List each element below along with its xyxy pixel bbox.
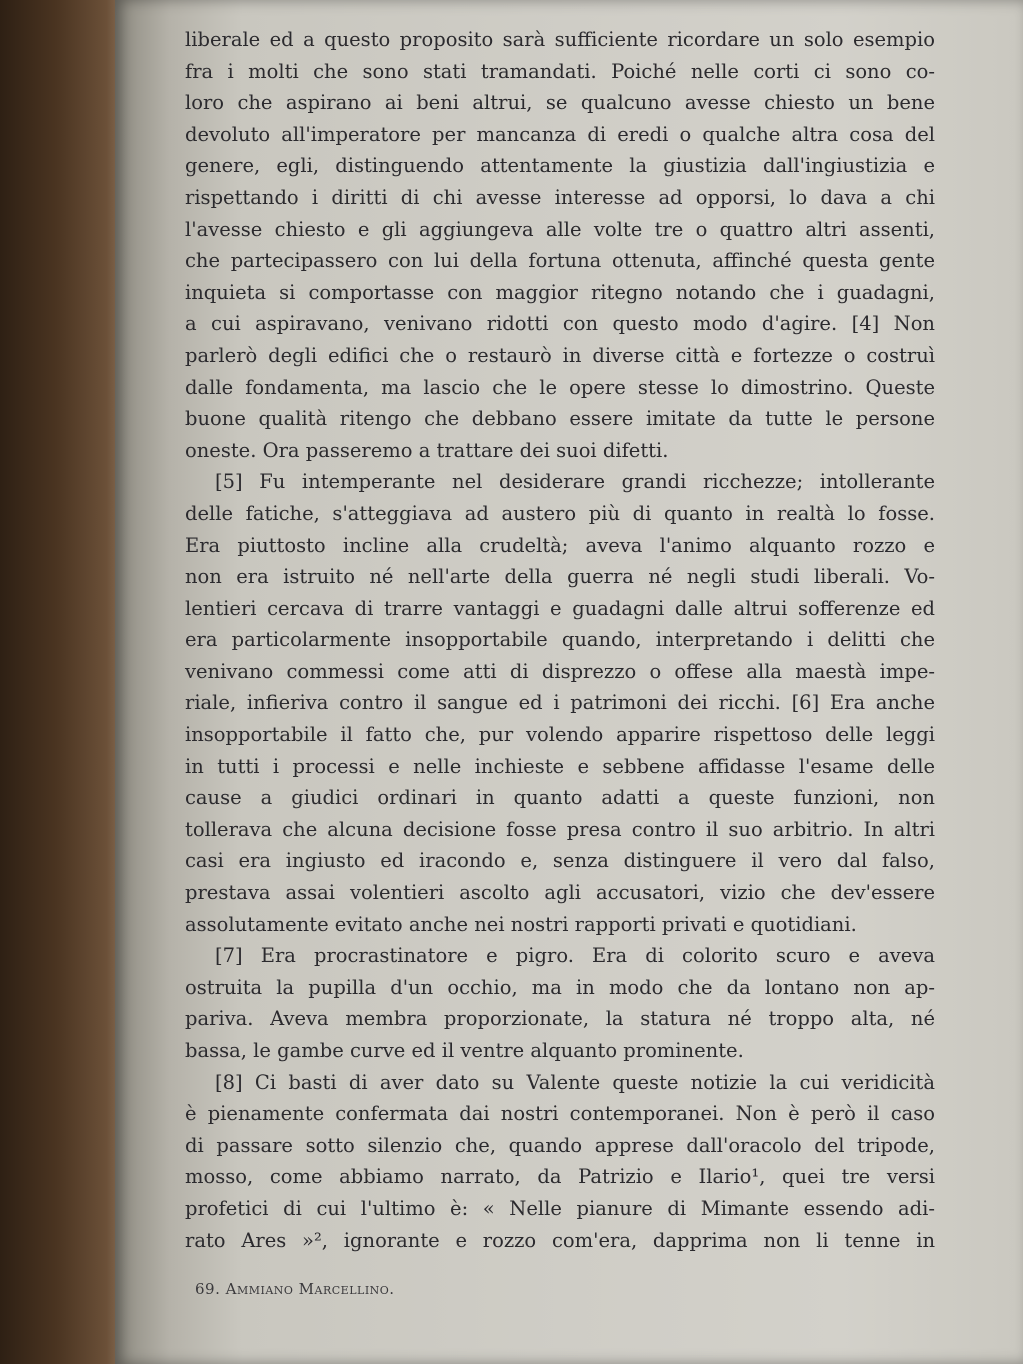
text-line: casi era ingiusto ed iracondo e, senza distinguere il vero dal falso, (185, 849, 935, 873)
text-line: insopportabile il fatto che, pur volendo apparire rispettoso delle leggi (185, 723, 935, 747)
text-line: lentieri cercava di trarre vantaggi e guadagni dalle altrui sofferenze ed (185, 596, 935, 620)
text-line: dalle fondamenta, ma lascio che le opere stesse lo dimostrino. Queste (185, 375, 935, 399)
text-line: l'avesse chiesto e gli aggiungeva alle volte tre o quattro altri assenti, (185, 217, 935, 241)
text-line: pariva. Aveva membra proporzionate, la statura né troppo alta, né (185, 1007, 935, 1031)
book-binding-shadow (0, 0, 125, 1364)
text-line: è pienamente confermata dai nostri contemporanei. Non è però il caso (185, 1102, 935, 1126)
book-page (115, 0, 1023, 1364)
paragraph-5-first-line: [5] Fu intemperante nel desiderare grandi ricchezze; intollerante (215, 470, 935, 494)
text-line: delle fatiche, s'atteggiava ad austero più di quanto in realtà lo fosse. (185, 501, 935, 525)
text-line: loro che aspirano ai beni altrui, se qualcuno avesse chiesto un bene (185, 91, 935, 115)
text-line: bassa, le gambe curve ed il ventre alquanto prominente. (185, 1039, 744, 1062)
text-line: assolutamente evitato anche nei nostri rapporti privati e quotidiani. (185, 912, 857, 936)
paragraph-7-first-line: [7] Era procrastinatore e pigro. Era di colorito scuro e aveva (215, 944, 935, 968)
text-line: venivano commessi come atti di disprezzo o offese alla maestà impe- (185, 659, 935, 683)
text-line: parlerò degli edifici che o restaurò in diverse città e fortezze o costruì (185, 343, 935, 367)
text-line: profetici di cui l'ultimo è: « Nelle pianure di Mimante essendo adi- (185, 1196, 935, 1220)
text-line: genere, egli, distinguendo attentamente la giustizia dall'ingiustizia e (185, 154, 935, 178)
text-line: oneste. Ora passeremo a trattare dei suoi difetti. (185, 438, 669, 462)
text-line: Era piuttosto incline alla crudeltà; aveva l'animo alquanto rozzo e (185, 533, 935, 557)
text-line: tollerava che alcuna decisione fosse presa contro il suo arbitrio. In altri (185, 817, 935, 841)
text-line: non era istruito né nell'arte della guerra né negli studi liberali. Vo- (185, 565, 935, 589)
text-line: che partecipassero con lui della fortuna ottenuta, affinché questa gente (185, 249, 935, 273)
body-text (185, 24, 935, 1256)
text-line: di passare sotto silenzio che, quando apprese dall'oracolo del tripode, (185, 1133, 935, 1157)
text-line: a cui aspiravano, venivano ridotti con questo modo d'agire. [4] Non (185, 312, 935, 336)
text-line: mosso, come abbiamo narrato, da Patrizio e Ilario¹, quei tre versi (185, 1165, 935, 1189)
text-line: in tutti i processi e nelle inchieste e sebbene affidasse l'esame delle (185, 754, 935, 778)
text-line: riale, infieriva contro il sangue ed i patrimoni dei ricchi. [6] Era anche (185, 691, 935, 715)
text-line: prestava assai volentieri ascolto agli accusatori, vizio che dev'essere (185, 881, 935, 905)
text-line: cause a giudici ordinari in quanto adatti a queste funzioni, non (185, 786, 935, 810)
text-line: fra i molti che sono stati tramandati. Poiché nelle corti ci sono co- (185, 59, 935, 83)
text-line: buone qualità ritengo che debbano essere imitate da tutte le persone (185, 407, 935, 431)
paragraph-8-first-line: [8] Ci basti di aver dato su Valente queste notizie la cui veridicità (215, 1070, 935, 1094)
page-signature-footer: 69. Ammiano Marcellino. (195, 1280, 395, 1298)
text-line: inquieta si comportasse con maggior ritegno notando che i guadagni, (185, 280, 935, 304)
text-line: rispettando i diritti di chi avesse interesse ad opporsi, lo dava a chi (185, 185, 935, 209)
text-line: ostruita la pupilla d'un occhio, ma in modo che da lontano non ap- (185, 975, 935, 999)
text-line: liberale ed a questo proposito sarà sufficiente ricordare un solo esempio (185, 28, 935, 51)
text-line: era particolarmente insopportabile quando, interpretando i delitti che (185, 628, 935, 652)
text-line: rato Ares »², ignorante e rozzo com'era, dapprima non li tenne in (185, 1228, 935, 1252)
text-line: devoluto all'imperatore per mancanza di eredi o qualche altra cosa del (185, 122, 935, 146)
